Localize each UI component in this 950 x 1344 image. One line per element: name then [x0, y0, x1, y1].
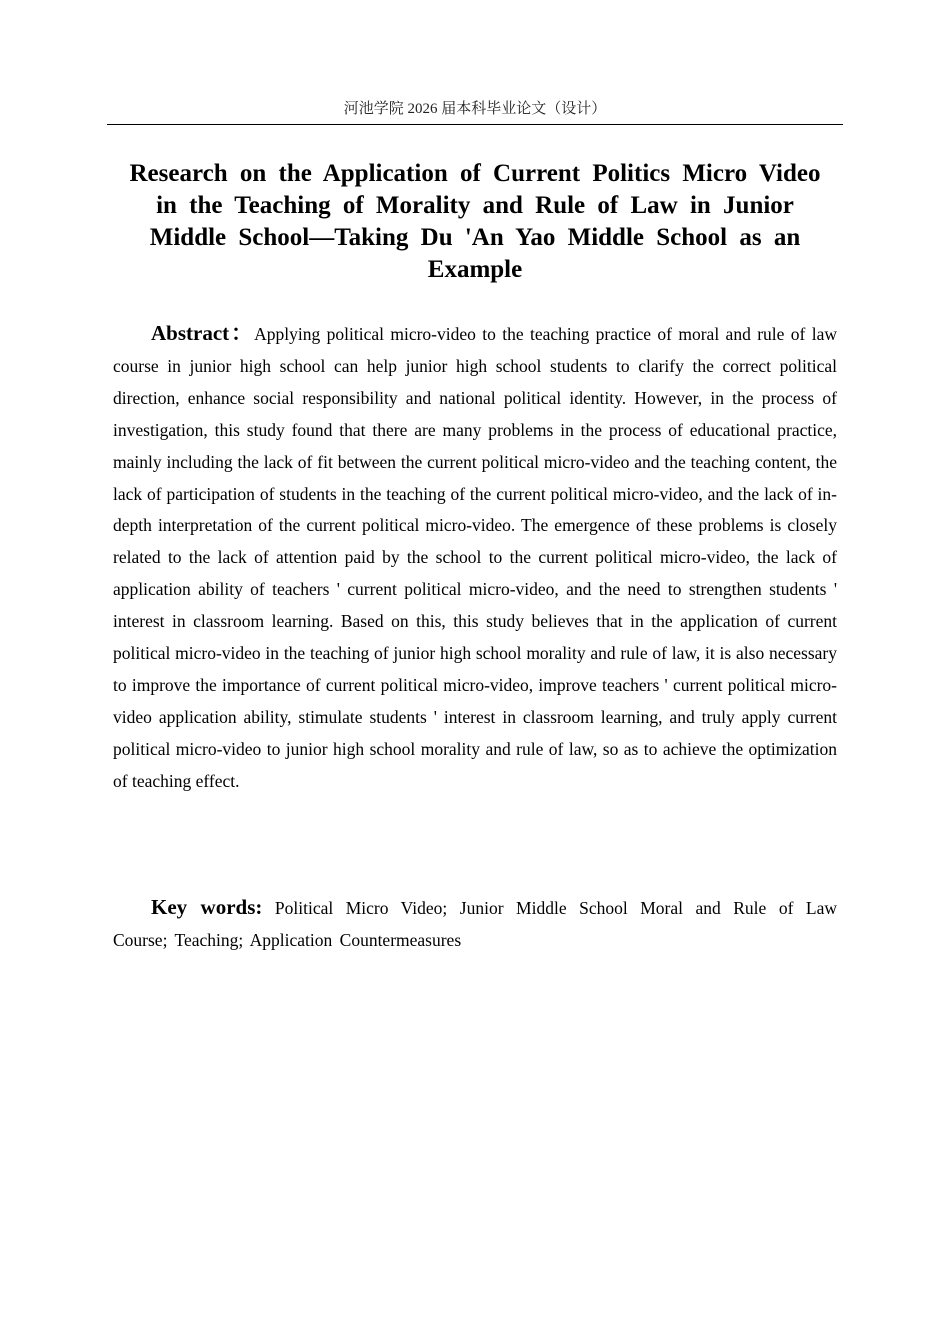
keywords-text: Political Micro Video; Junior Middle School Moral and Rule of Law Course; Teaching; Application Countermeasures [113, 898, 837, 950]
abstract-label: Abstract： [151, 321, 255, 345]
abstract-paragraph [113, 318, 837, 798]
running-header: 河池学院 2026 届本科毕业论文（设计） [107, 96, 843, 125]
keywords-label: Key words: [151, 895, 263, 919]
keywords-paragraph [113, 892, 837, 956]
paper-title: Research on the Application of Current Politics Micro Video in the Teaching of Morality and Rule of Law in Junior Middle School—Taking Du 'An Yao Middle School as an Example [129, 160, 821, 283]
abstract-text: Applying political micro-video to the teaching practice of moral and rule of law course in junior high school can help junior high school students to clarify the correct political direction, enhance social responsibility and national political identity. However, in the process of investigation, this study found that there are many problems in the process of educational practice, mainly including the lack of fit between the current political micro-video and the teaching content, the lack of participation of students in the teaching of the current political micro-video, and the lack of in-depth interpretation of the current political micro-video. The emergence of these problems is closely related to the lack of attention paid by the school to the current political micro-video, the lack of application ability of teachers ' current political micro-video, and the need to strengthen students ' interest in classroom learning. Based on this, this study believes that in the application of current political micro-video in the teaching of junior high school morality and rule of law, it is also necessary to improve the importance of current political micro-video, improve teachers ' current political micro-video application ability, stimulate students ' interest in classroom learning, and truly apply current political micro-video to junior high school morality and rule of law, so as to achieve the optimization of teaching effect. [113, 324, 837, 791]
